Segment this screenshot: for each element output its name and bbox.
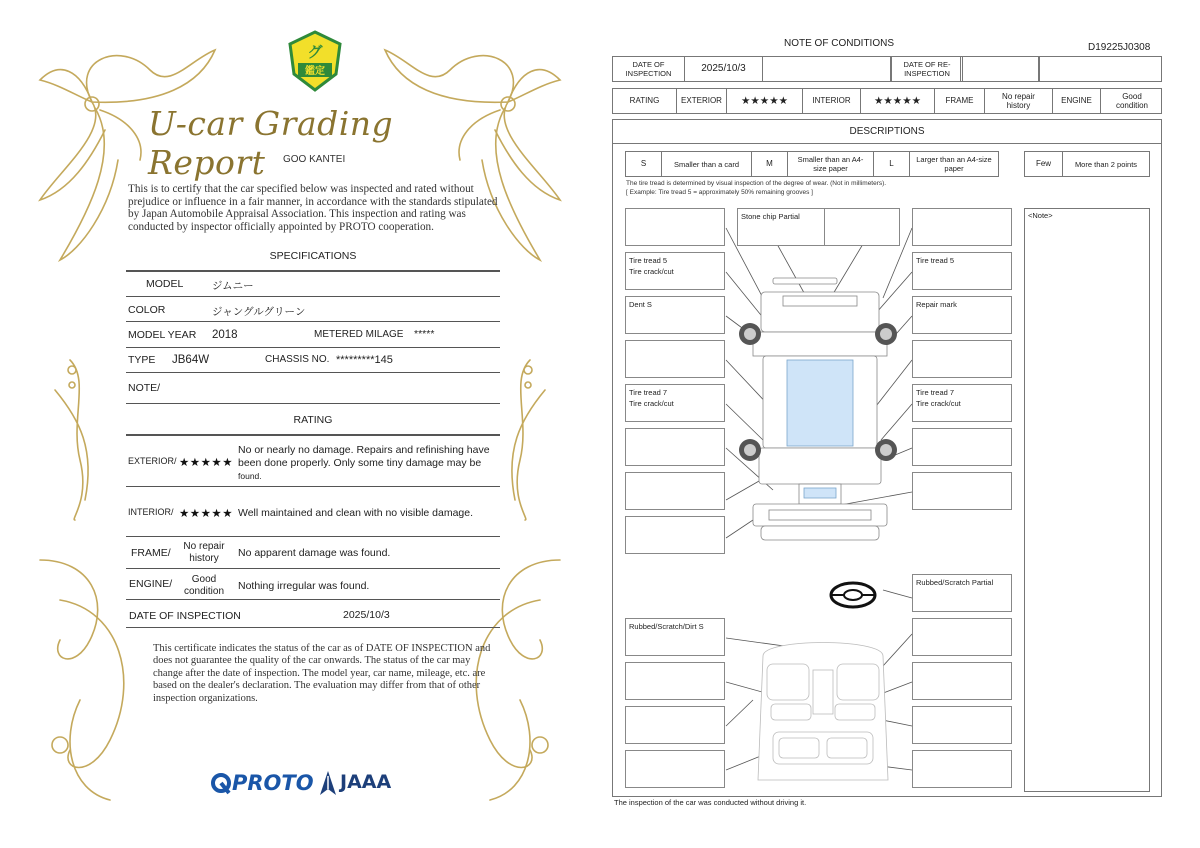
date-row-cells [612,56,1162,82]
legend-few-desc: More than 2 points [1074,159,1138,169]
jaaa-logo-icon [318,770,338,796]
metered-mileage-label: METERED MILAGE [314,329,404,340]
legend-s-key: S [626,152,662,176]
specifications-heading: SPECIFICATIONS [269,250,357,262]
divider [126,296,500,297]
proto-logo-text: PROTO [232,771,314,795]
legend-m-desc: Smaller than an A4-size paper [788,152,874,176]
note-box-empty [912,340,1012,378]
note-box-empty [912,618,1012,656]
note-box-empty [912,428,1012,466]
engine-value: Good condition [1115,91,1149,110]
color-label: COLOR [128,304,166,316]
legend-m-key: M [752,152,788,176]
divider [126,627,500,628]
chassis-label: CHASSIS NO. [265,354,330,365]
tire-note-line-2: [ Example: Tire tread 5 = approximately 50% remaining grooves ] [626,188,813,196]
engine-label: ENGINE/ [129,578,173,590]
divider [126,403,500,404]
rating-row [612,88,1162,114]
divider [126,599,500,600]
note-repair-mark: Repair mark [912,296,1012,334]
cell [963,57,1039,81]
note-steering: Rubbed/Scratch Partial [912,574,1012,612]
date-of-inspection-value: 2025/10/3 [685,57,763,81]
note-tire-rear-right [912,384,1012,422]
legend-few-key: Few [1025,152,1063,176]
legend-s-desc: Smaller than a card [662,152,752,176]
note-box-empty [625,662,725,700]
certificate-footer: This certificate indicates the status of the car as of DATE OF INSPECTION and does not guarantee the quality of the car onwards. The status of the car may change after the date of inspection. The model year, car name, mileage, etc. are based on the dealer's declaration. The evaluation may differ from that of other inspection organizations. [153,643,491,704]
divider [126,536,500,537]
interior-label: INTERIOR [803,89,861,113]
badge-label: 鑑定 [305,66,325,77]
divider [126,347,500,348]
exterior-label: EXTERIOR [677,89,727,113]
cell [1039,57,1163,81]
frame-label: FRAME [935,89,985,113]
model-label: MODEL [146,278,184,290]
note-box-empty [912,472,1012,510]
note-box-empty [824,208,900,246]
model-value: ジムニー [212,280,254,292]
note-text: Tire crack/cut [629,399,674,408]
divider [126,486,500,487]
note-box-label: <Note> [1028,211,1053,220]
note-box-empty [625,472,725,510]
certificate-subtitle: GOO KANTEI [283,154,346,165]
interior-description: Well maintained and clean with no visible damage. [238,507,474,519]
model-year-value: 2018 [212,329,238,341]
date-of-inspection-value: 2025/10/3 [343,609,390,621]
frame-value: No repair history [183,541,225,564]
certificate-intro: This is to certify that the car specified below was inspected and rated without prejudice or influence in a fair manner, in accordance with the standards stipulated by Japan Automobile Appraisal Association. This inspection and rating was conducted by inspector officially appointed by PROTO cooperation. [128,183,498,233]
svg-text:グ: グ [307,43,323,61]
date-of-inspection-label: DATE OF INSPECTION [129,610,241,622]
note-text: Tire tread 7 [629,388,668,397]
exterior-desc-tail: found. [238,471,262,481]
divider [126,372,500,373]
cell [685,57,763,81]
divider [126,434,500,436]
conditions-footer: The inspection of the car was conducted without driving it. [614,798,807,807]
type-label: TYPE [128,354,156,366]
conditions-title: NOTE OF CONDITIONS [784,38,894,49]
note-text: Tire tread 7 [916,388,955,397]
note-box-empty [625,208,725,246]
note-box-empty [912,208,1012,246]
steering-wheel-icon [831,583,875,607]
vehicle-top-view [753,278,887,540]
note-box-empty [912,706,1012,744]
frame-value: No repair history [985,89,1053,113]
rating-heading: RATING [293,414,333,426]
rating-label: RATING [613,89,677,113]
note-dent: Dent S [625,296,725,334]
note-box-empty [625,428,725,466]
date-of-inspection-label: DATE OF INSPECTION [613,57,685,81]
descriptions-heading: DESCRIPTIONS [613,120,1161,144]
divider [126,270,500,272]
divider [126,321,500,322]
exterior-stars: ★★★★★ [179,457,234,469]
document-id: D19225J0308 [1088,42,1151,53]
jaaa-logo-text: JAAA [340,771,392,793]
note-tire-front-left [625,252,725,290]
note-box-empty [912,662,1012,700]
cell [763,57,891,81]
metered-mileage-value: ***** [414,328,435,340]
vehicle-interior-view [758,643,888,781]
type-value: JB64W [172,354,210,366]
interior-stars: ★★★★★ [861,89,935,113]
engine-label: ENGINE [1053,89,1101,113]
frame-label: FRAME/ [131,547,171,559]
goo-kantei-badge-icon [286,30,344,92]
exterior-stars: ★★★★★ [727,89,803,113]
engine-value: Good condition [183,574,225,597]
exterior-label: EXTERIOR/ [128,456,177,466]
note-box-empty [912,750,1012,788]
note-tire-front-right: Tire tread 5 [912,252,1012,290]
frame-description: No apparent damage was found. [238,547,391,559]
note-box-empty [625,750,725,788]
proto-logo-icon [210,772,232,796]
note-of-conditions [600,0,1200,848]
chassis-value: *********145 [336,354,393,366]
note-box-empty [625,706,725,744]
legend-l-desc: Larger than an A4-size paper [916,155,992,173]
cell [613,57,685,81]
note-text: Tire crack/cut [916,399,961,408]
exterior-desc-text: No or nearly no damage. Repairs and refinishing have been done properly. Only some tiny damage may be [238,444,490,469]
legend-l-key: L [874,152,910,176]
note-text: Tire tread 5 [629,256,668,265]
tire-note-line-1: The tire tread is determined by visual inspection of the degree of wear. (Not in millimeters). [626,180,887,187]
model-year-label: MODEL YEAR [128,329,197,341]
certificate-title: U-car Grading Report [148,104,394,182]
interior-stars: ★★★★★ [179,508,234,520]
divider [126,568,500,569]
color-value: ジャングルグリーン [212,306,306,318]
note-interior: Rubbed/Scratch/Dirt S [625,618,725,656]
note-box-empty [625,516,725,554]
note-text: Tire crack/cut [629,267,674,276]
interior-label: INTERIOR/ [128,507,174,517]
note-label: NOTE/ [128,382,161,394]
date-of-reinspection-label: DATE OF RE-INSPECTION [891,57,963,81]
engine-description: Nothing irregular was found. [238,580,370,592]
note-tire-rear-left [625,384,725,422]
descriptions-panel [612,119,1162,797]
exterior-description [238,444,500,483]
note-stone-chip: Stone chip Partial [737,208,837,246]
note-box-empty [625,340,725,378]
